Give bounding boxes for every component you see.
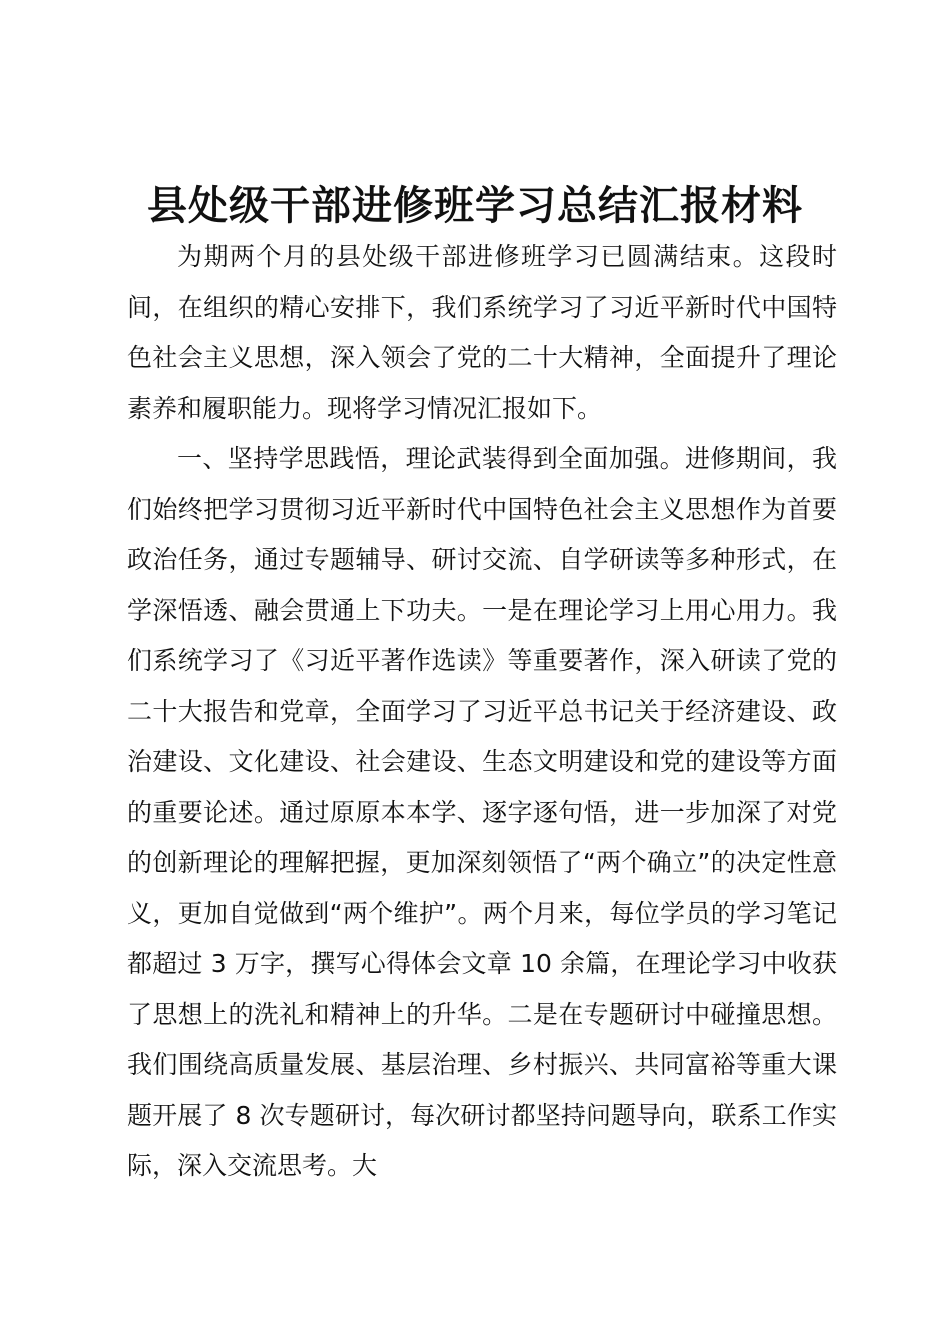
document-body (127, 232, 837, 1192)
paragraph-section-one: 一、坚持学思践悟，理论武装得到全面加强。进修期间，我们始终把学习贯彻习近平新时代中国特色社会主义思想作为首要政治任务，通过专题辅导、研讨交流、自学研读等多种形式，在学深悟透、融会贯通上下功夫。一是在理论学习上用心用力。我们系统学习了《习近平著作选读》等重要著作，深入研读了党的二十大报告和党章，全面学习了习近平总书记关于经济建设、政治建设、文化建设、社会建设、生态文明建设和党的建设等方面的重要论述。通过原原本本学、逐字逐句悟，进一步加深了对党的创新理论的理解把握，更加深刻领悟了“两个确立”的决定性意义，更加自觉做到“两个维护”。两个月来，每位学员的学习笔记都超过 3 万字，撰写心得体会文章 10 余篇，在理论学习中收获了思想上的洗礼和精神上的升华。二是在专题研讨中碰撞思想。我们围绕高质量发展、基层治理、乡村振兴、共同富裕等重大课题开展了 8 次专题研讨，每次研讨都坚持问题导向，联系工作实际，深入交流思考。大 (127, 444, 837, 1180)
paragraph-intro: 为期两个月的县处级干部进修班学习已圆满结束。这段时间，在组织的精心安排下，我们系统学习了习近平新时代中国特色社会主义思想，深入领会了党的二十大精神，全面提升了理论素养和履职能力。现将学习情况汇报如下。 (127, 242, 837, 423)
document-title: 县处级干部进修班学习总结汇报材料 (147, 182, 803, 229)
